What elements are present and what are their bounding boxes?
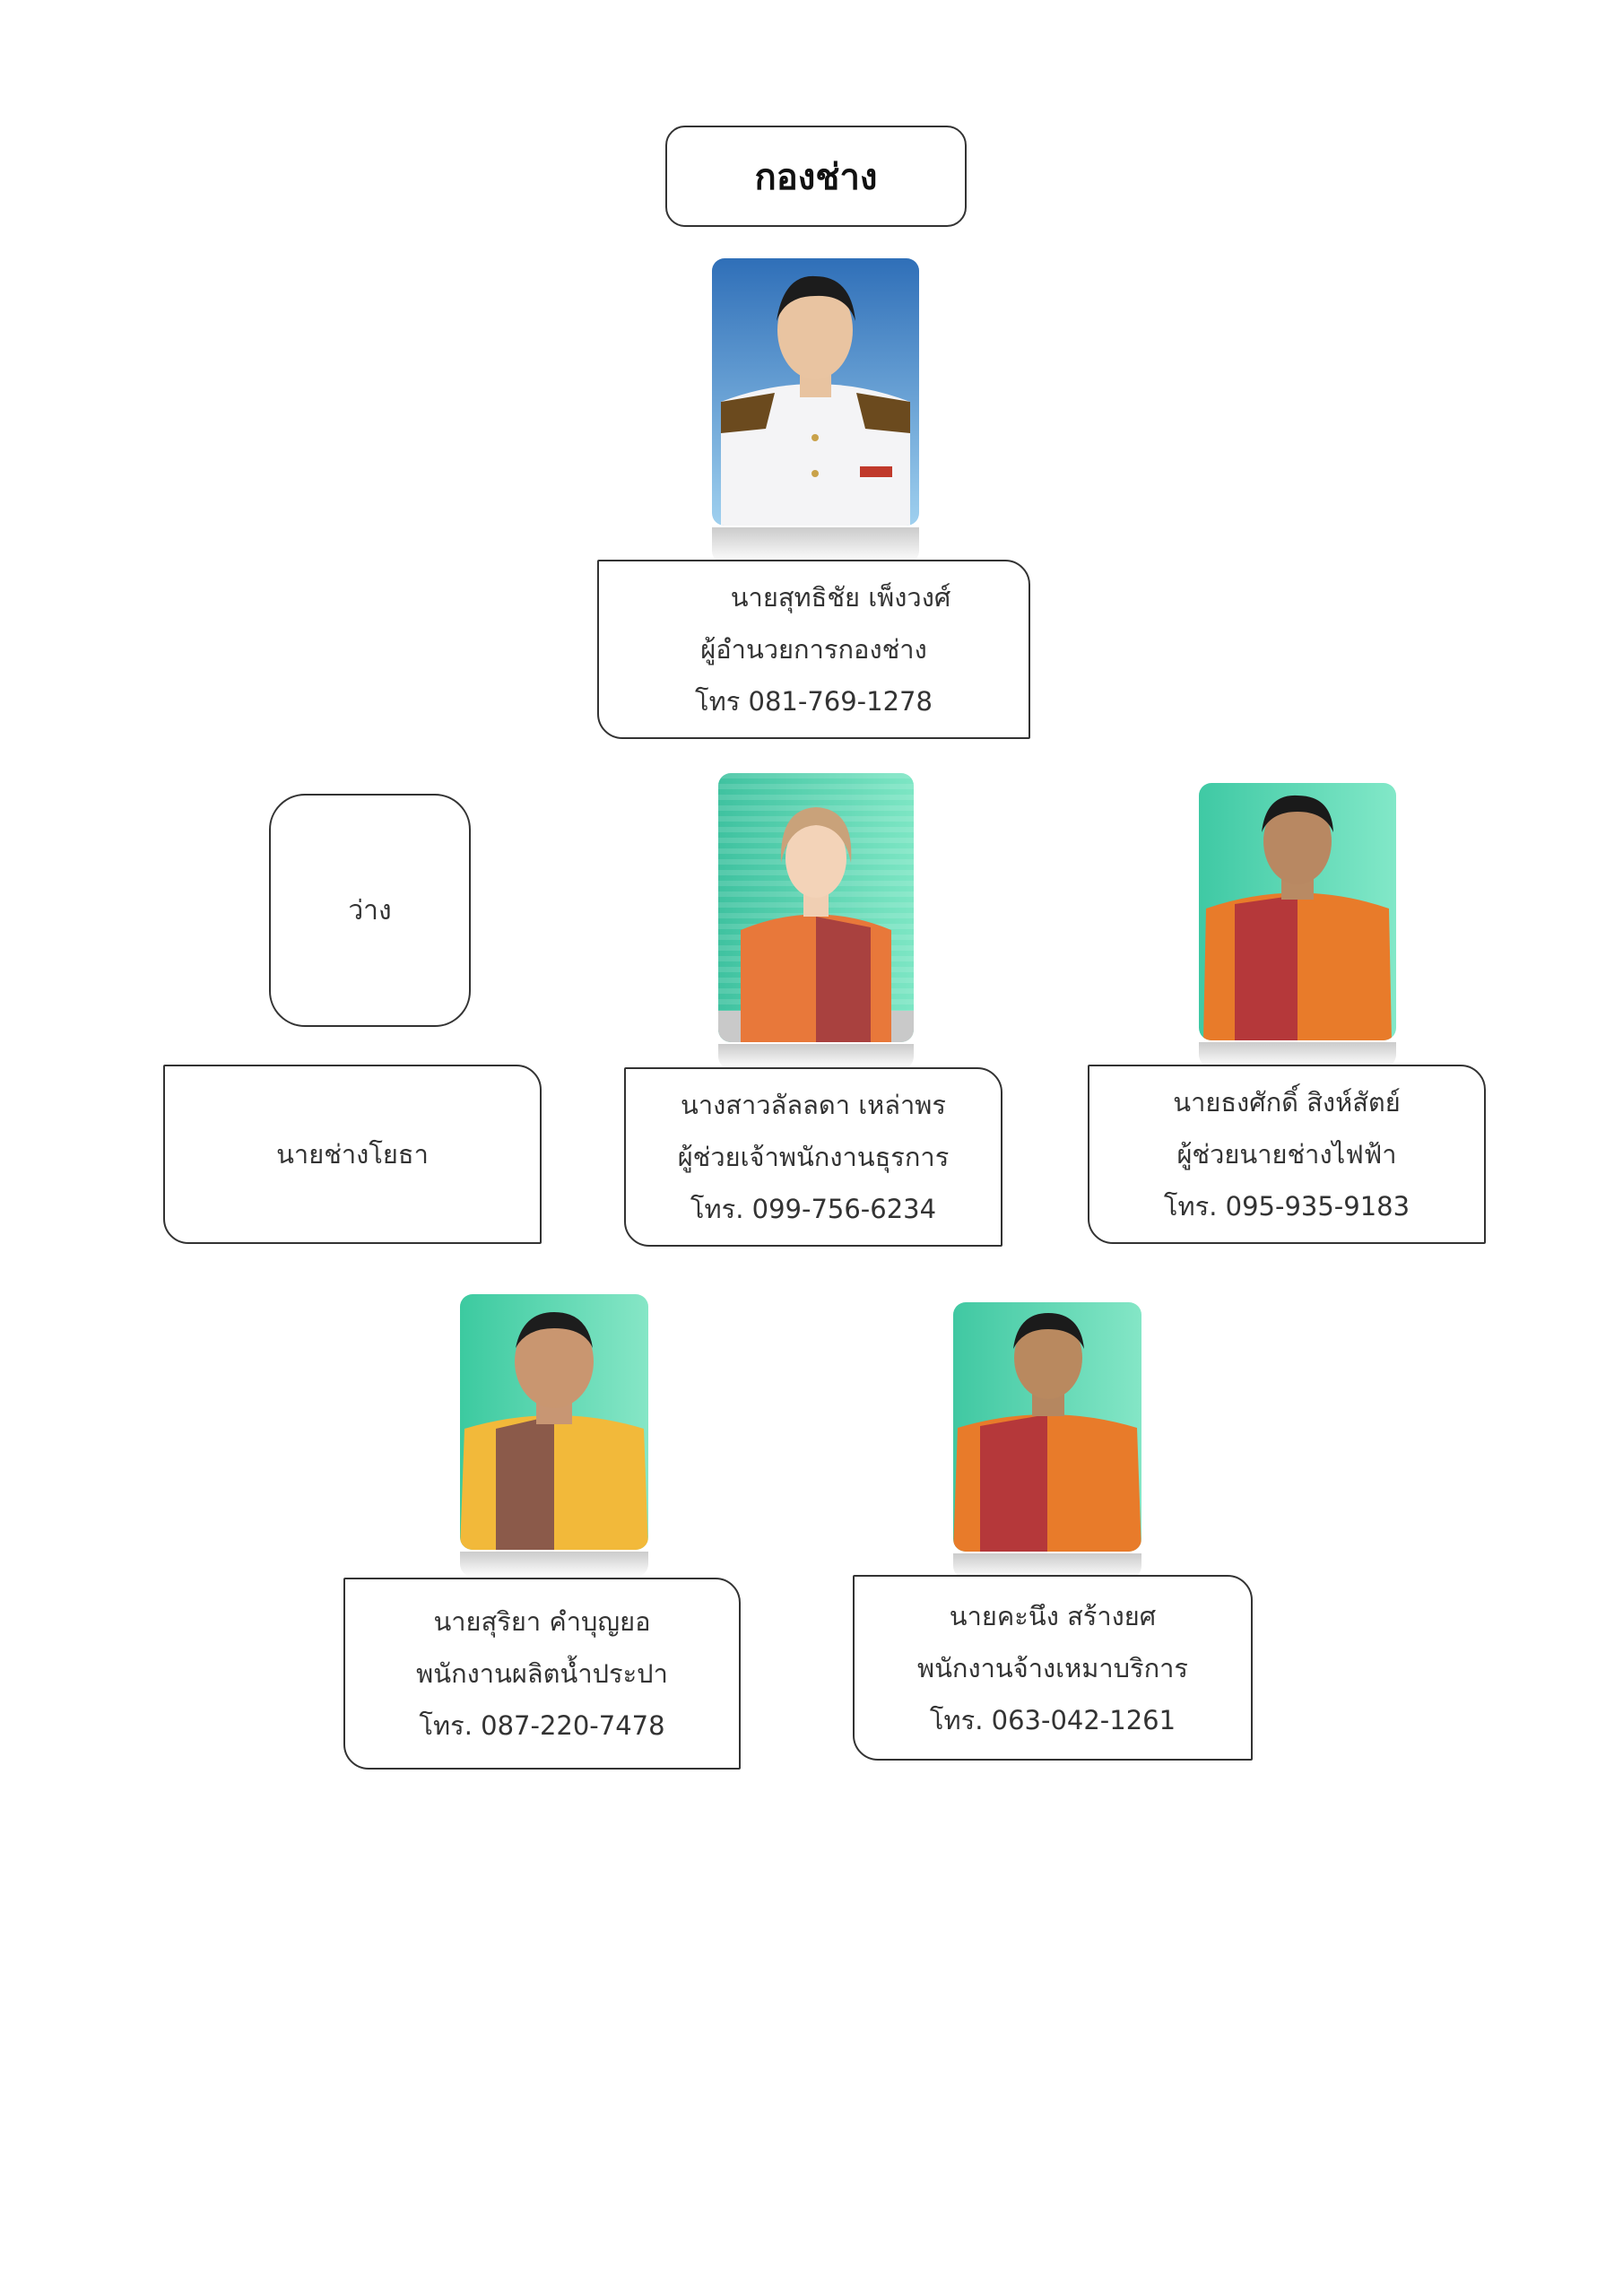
staff-position-3: พนักงานผลิตน้ำประปา: [416, 1658, 668, 1689]
staff-photo-4: [953, 1302, 1141, 1552]
head-name: นายสุทธิชัย เพ็งวงศ์: [730, 582, 951, 613]
staff-phone-4: โทร. 063-042-1261: [929, 1704, 1176, 1735]
vacant-position-box: [163, 1065, 542, 1244]
staff-position-1: ผู้ช่วยเจ้าพนักงานธุรการ: [677, 1142, 950, 1172]
staff-photo-2: [1199, 783, 1396, 1040]
staff-photo-1: [718, 773, 914, 1042]
staff-name-1: นางสาวลัลลดา เหล่าพร: [681, 1090, 946, 1120]
head-info-box: [597, 560, 1030, 739]
vacant-position: นายช่างโยธา: [276, 1139, 429, 1170]
staff-name-4: นายคะนึง สร้างยศ: [949, 1600, 1157, 1631]
staff-photo-1-reflection: [718, 1044, 914, 1069]
head-phone: โทร 081-769-1278: [695, 686, 933, 717]
staff-name-3: นายสุริยา คำบุญยอ: [433, 1606, 651, 1637]
staff-photo-2-reflection: [1199, 1042, 1396, 1067]
staff-phone-3: โทร. 087-220-7478: [419, 1710, 665, 1741]
staff-phone-2: โทร. 095-935-9183: [1163, 1191, 1410, 1222]
staff-position-2: ผู้ช่วยนายช่างไฟฟ้า: [1176, 1139, 1397, 1170]
staff-info-box-2: [1088, 1065, 1486, 1244]
head-photo: [712, 258, 919, 526]
head-photo-reflection: [712, 527, 919, 563]
staff-position-4: พนักงานจ้างเหมาบริการ: [916, 1652, 1189, 1683]
staff-info-box-1: [624, 1067, 1002, 1247]
vacant-photo-placeholder: [269, 794, 471, 1027]
staff-phone-1: โทร. 099-756-6234: [690, 1194, 937, 1224]
vacant-label: ว่าง: [348, 894, 392, 926]
department-title-box: [665, 126, 967, 227]
staff-name-2: นายธงศักดิ์ สิงห์สัตย์: [1173, 1087, 1401, 1118]
staff-photo-3: [460, 1294, 648, 1550]
staff-photo-3-reflection: [460, 1552, 648, 1577]
department-title: กองช่าง: [754, 156, 878, 198]
head-position: ผู้อำนวยการกองช่าง: [700, 634, 927, 665]
staff-info-box-3: [343, 1578, 741, 1770]
staff-info-box-4: [853, 1575, 1253, 1761]
